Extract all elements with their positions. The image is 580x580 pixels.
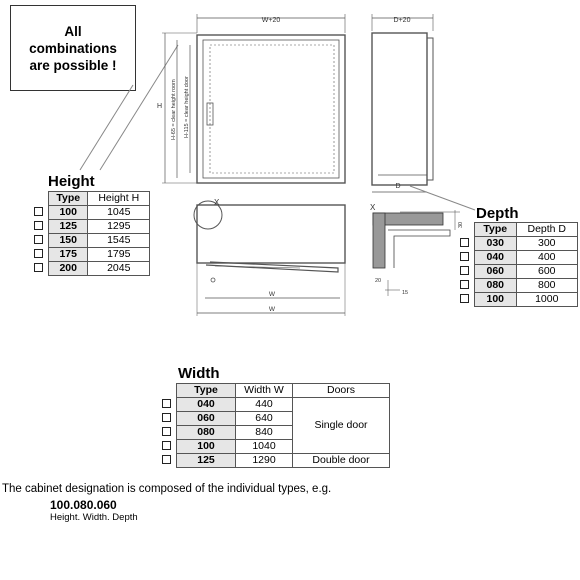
designation-example: 100.080.060: [50, 498, 117, 512]
door-handle: [207, 103, 213, 125]
width-value-header: Width W: [236, 384, 293, 398]
table-row: 060 640: [177, 412, 390, 426]
side-depth-bottom-label: D: [395, 183, 401, 190]
width-title: Width: [178, 365, 220, 382]
table-row: 125 1295: [49, 220, 150, 234]
designation-intro: The cabinet designation is composed of the individual types, e.g.: [2, 483, 332, 495]
table-row: 030 300: [475, 237, 578, 251]
depth-checkbox-060[interactable]: [460, 266, 469, 275]
side-view: [372, 14, 433, 192]
plan-view: [194, 201, 345, 316]
table-row: 100 1045: [49, 206, 150, 220]
height-door-label: H-115 = clear height door: [184, 76, 190, 138]
height-checkbox-200[interactable]: [34, 263, 43, 272]
table-row: 200 2045: [49, 262, 150, 276]
width-checkbox-100[interactable]: [162, 441, 171, 450]
cabinet-plan-outer: [197, 205, 345, 263]
table-row: 150 1545: [49, 234, 150, 248]
depth-checkbox-080[interactable]: [460, 280, 469, 289]
cabinet-front-outer: [197, 35, 345, 183]
height-checkbox-125[interactable]: [34, 221, 43, 230]
plan-width-outer-label: W: [268, 306, 276, 313]
callout-leader-line: [80, 85, 133, 170]
width-doors-header: Doors: [293, 384, 390, 398]
table-row: 040 440 Single door: [177, 398, 390, 412]
width-type-header: Type: [177, 384, 236, 398]
table-row: 080 840: [177, 426, 390, 440]
table-row: 040 400: [475, 251, 578, 265]
width-checkbox-080[interactable]: [162, 427, 171, 436]
table-row: 100 1000: [475, 293, 578, 307]
height-checkbox-150[interactable]: [34, 235, 43, 244]
table-row: 100 1040: [177, 440, 390, 454]
depth-checkbox-040[interactable]: [460, 252, 469, 261]
depth-checkbox-100[interactable]: [460, 294, 469, 303]
depth-type-header: Type: [475, 223, 517, 237]
height-checkbox-100[interactable]: [34, 207, 43, 216]
detail-dim-15: 15: [402, 290, 409, 296]
height-table: [48, 191, 150, 276]
depth-table: [474, 222, 578, 307]
width-checkbox-060[interactable]: [162, 413, 171, 422]
side-depth-label: D+20: [393, 17, 411, 24]
detail-mark-left: X: [214, 198, 220, 207]
height-checkbox-175[interactable]: [34, 249, 43, 258]
depth-checkbox-030[interactable]: [460, 238, 469, 247]
depth-value-header: Depth D: [516, 223, 578, 237]
table-row: 125 1290 Double door: [177, 454, 390, 468]
double-door-cell: Double door: [293, 454, 390, 468]
height-title: Height: [48, 173, 95, 190]
width-table: [176, 383, 390, 468]
table-row: 060 600: [475, 265, 578, 279]
height-mounting-label: H-65 = clear height room: [171, 79, 177, 140]
single-door-cell: Single door: [293, 398, 390, 454]
front-width-label: W+20: [261, 17, 281, 24]
detail-x-view: [373, 210, 460, 296]
plan-width-inner-label: W: [268, 291, 276, 298]
callout-text: All combinations are possible !: [29, 23, 117, 73]
height-value-header: Height H: [88, 192, 150, 206]
detail-mark-right: X: [370, 203, 376, 212]
height-type-header: Type: [49, 192, 88, 206]
width-checkbox-040[interactable]: [162, 399, 171, 408]
depth-leader-line: [410, 186, 475, 210]
depth-title: Depth: [476, 205, 519, 222]
height-outer-label: H: [157, 103, 163, 110]
table-row: 175 1795: [49, 248, 150, 262]
detail-dim-20: 20: [375, 278, 382, 284]
height-leader-line: [100, 45, 178, 170]
table-row: 080 800: [475, 279, 578, 293]
cabinet-side-outer: [372, 33, 427, 185]
width-checkbox-125[interactable]: [162, 455, 171, 464]
detail-dim-30: 30: [458, 221, 464, 228]
designation-example-note: Height. Width. Depth: [50, 512, 138, 523]
